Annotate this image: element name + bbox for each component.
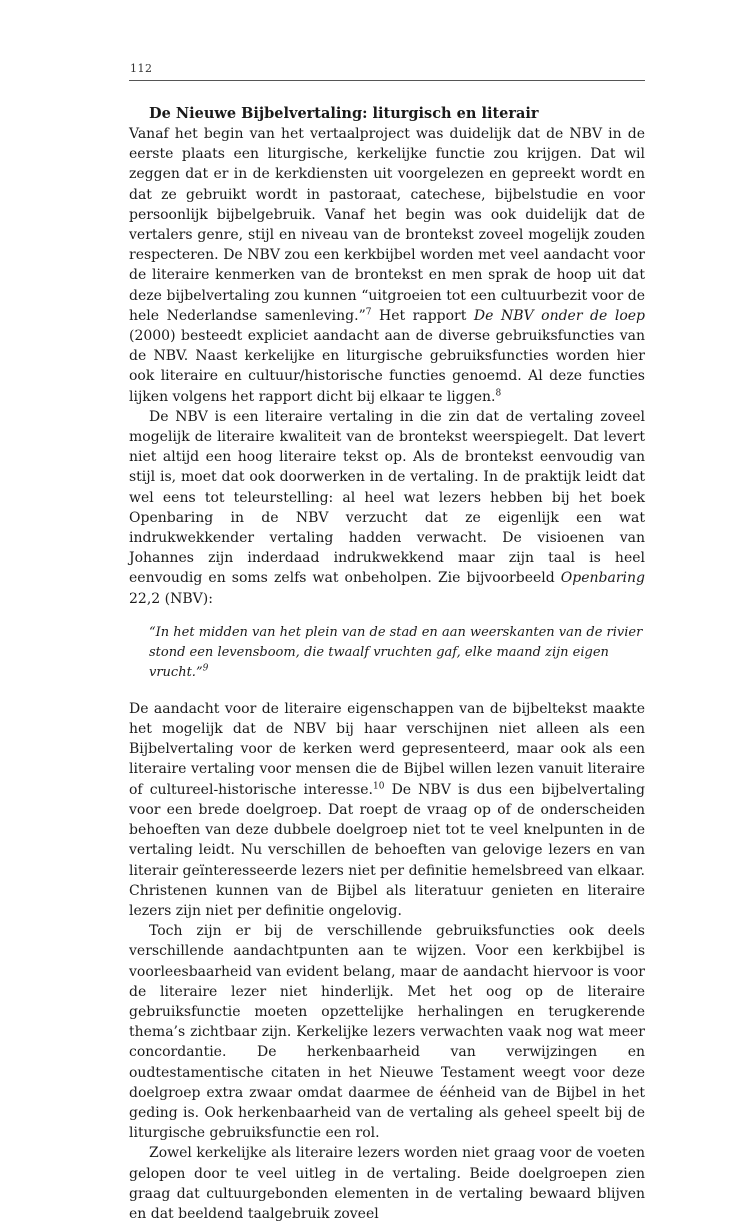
body-text <box>129 104 645 1224</box>
page-number: 112 <box>130 62 153 75</box>
p2-text-a: De NBV is een literaire vertaling in die zin dat de vertaling zoveel mogelijk de literaire kwaliteit van de brontekst weerspiegelt. Dat levert niet altijd een hoog literaire tekst op. Als de brontekst eenvoudig van stijl is, moet dat ook doorwerken in de vertaling. In de praktijk leidt dat wel eens tot teleurstelling: al heel wat lezers hebben bij het boek Openbaring in de NBV verzucht dat ze eigenlijk een wat indrukwekkender vertaling hadden verwacht. De visioenen van Johannes zijn inderdaad indrukwekkend maar zijn taal is heel eenvoudig en soms zelfs wat onbeholpen. Zie bijvoorbeeld <box>129 408 645 587</box>
footnote-ref-8: 8 <box>495 387 502 398</box>
p3-text-b: De NBV is dus een bijbelvertaling voor een brede doelgroep. Dat roept de vraag op of de onderscheiden behoeften van deze dubbele doelgroep niet tot te veel knelpunten in de vertaling leidt. Nu verschillen de behoeften van gelovige lezers en van literair geïnteresseerde lezers niet per definitie hemelsbreed van elkaar. Christenen kunnen van de Bijbel als literatuur genieten en literaire lezers zijn niet per definitie ongelovig. <box>129 781 645 919</box>
p2-text-b: 22,2 (NBV): <box>129 590 213 607</box>
section-heading: De Nieuwe Bijbelvertaling: liturgisch en literair <box>149 105 539 122</box>
block-quote <box>149 623 645 683</box>
p1-text-c: (2000) besteedt expliciet aandacht aan de diverse gebruiksfuncties van de NBV. Naast kerkelijke en liturgische gebruiksfuncties worden hier ook literaire en cultuur/historische functies genoemd. Al deze functies lijken volgens het rapport dicht bij elkaar te liggen. <box>129 328 645 405</box>
footnote-ref-9: 9 <box>202 663 209 674</box>
header-rule <box>129 80 645 81</box>
paragraph-3 <box>129 699 645 921</box>
paragraph-4: Toch zijn er bij de verschillende gebruiksfuncties ook deels verschillende aandachtpunten aan te wijzen. Voor een kerkbijbel is voorleesbaarheid van evident belang, maar de aandacht hiervoor is voor de literaire lezer niet hinderlijk. Met het oog op de literaire gebruiksfunctie moeten opzettelijke herhalingen en terugkerende thema’s zichtbaar zijn. Kerkelijke lezers verwachten vaak nog wat meer concordantie. De herkenbaarheid van verwijzingen en oudtestamentische citaten in het Nieuwe Testament weegt voor deze doelgroep extra zwaar omdat daarmee de éénheid van de Bijbel in het geding is. Ook herkenbaarheid van de vertaling als geheel speelt bij de liturgische gebruiksfunctie een rol. <box>129 923 645 1142</box>
report-title: De NBV onder de loep <box>473 307 645 324</box>
quote-text: “In het midden van het plein van de stad en aan weerskanten van de rivier stond een levensboom, die twaalf vruchten gaf, elke maand zijn eigen vrucht.” <box>149 624 643 680</box>
paragraph-1 <box>129 124 645 407</box>
bible-reference: Openbaring <box>560 570 645 587</box>
footnote-ref-10: 10 <box>373 781 385 792</box>
footnote-ref-7: 7 <box>365 307 372 318</box>
p1-text-a: Vanaf het begin van het vertaalproject was duidelijk dat de NBV in de eerste plaats een liturgische, kerkelijke functie zou krijgen. Dat wil zeggen dat er in de kerkdiensten uit voorgelezen en gepreekt wordt en dat ze gebruikt wordt in pastoraat, catechese, bijbelstudie en voor persoonlijk bijbelgebruik. Vanaf het begin was ook duidelijk dat de vertalers genre, stijl en niveau van de brontekst zoveel mogelijk zouden respecteren. De NBV zou een kerkbijbel worden met veel aandacht voor de literaire kenmerken van de brontekst en men sprak de hoop uit dat deze bijbelvertaling zou kunnen “uitgroeien tot een cultuurbezit voor de hele Nederlandse samenleving.” <box>129 126 645 324</box>
paragraph-5: Zowel kerkelijke als literaire lezers worden niet graag voor de voeten gelopen door te veel uitleg in de vertaling. Beide doelgroepen zien graag dat cultuurgebonden elementen in de vertaling bewaard blijven en dat beeldend taalgebruik zoveel <box>129 1145 645 1222</box>
paragraph-2 <box>129 407 645 609</box>
p3-text-a: De aandacht voor de literaire eigenschappen van de bijbeltekst maakte het mogelijk dat de NBV bij haar verschijnen niet alleen als een Bijbelvertaling voor de kerken werd gepresenteerd, maar ook als een literaire vertaling voor mensen die de Bijbel willen lezen vanuit literaire of cultureel-historische interesse. <box>129 700 645 798</box>
p1-text-b: Het rapport <box>371 307 474 324</box>
